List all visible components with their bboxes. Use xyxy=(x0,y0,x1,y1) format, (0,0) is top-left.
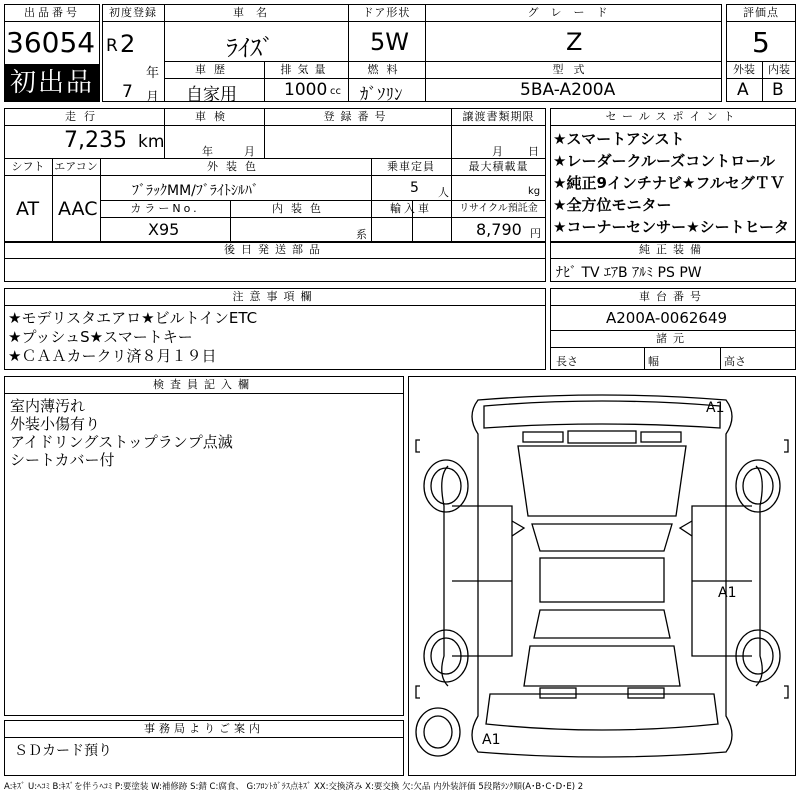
width-label: 幅 xyxy=(648,355,659,368)
sales-point-3: ★純正9インチナビ★フルセグＴＶ xyxy=(553,174,785,192)
door-label: ドア形状 xyxy=(362,6,411,19)
grade-label: グレード xyxy=(527,6,620,19)
door-value: 5W xyxy=(370,28,409,56)
first-listing-badge: 初出品 xyxy=(5,65,99,101)
note-3: ★ＣＡＡカークリ済８月１９日 xyxy=(8,347,217,365)
inspector-remark-1: 室内薄汚れ xyxy=(10,397,86,415)
fuel-label: 燃料 xyxy=(367,63,406,76)
sales-points-label: セールスポイント xyxy=(605,110,741,123)
aircon-value: AAC xyxy=(58,198,98,220)
import-label: 輸入車 xyxy=(390,202,432,215)
exterior-color-value: ﾌﾞﾗｯｸMM/ﾌﾞﾗｲﾄｼﾙﾊﾞ xyxy=(132,183,259,199)
mileage-label: 走行 xyxy=(65,110,103,123)
model-label: 型式 xyxy=(552,63,595,76)
later-parts-label: 後日発送部品 xyxy=(224,243,326,256)
grade-value: Z xyxy=(566,28,583,56)
inspection-label: 車検 xyxy=(195,110,233,123)
equipment-label: 純正装備 xyxy=(639,243,707,256)
name-label: 車名 xyxy=(233,6,279,19)
plate-label: 登録番号 xyxy=(323,110,392,123)
recycle-unit: 円 xyxy=(530,227,541,240)
legend: A:ｷｽﾞ U:ﾍｺﾐ B:ｷｽﾞを伴うﾍｺﾐ P:要塗装 W:補修跡 S:錆 C:腐食、 G:ﾌﾛﾝﾄｶﾞﾗｽ点ｷｽﾞ XX:交換済み X:要交換 欠:欠品 内外装評価 5段階ﾗﾝｸ順(A･B･C･D･E) 2 xyxy=(4,782,584,792)
interior-grade-value: B xyxy=(772,80,784,100)
exterior-color-label: 外装色 xyxy=(207,160,264,173)
equipment-value: ﾅﾋﾞ TV ｴｱB ｱﾙﾐ PS PW xyxy=(556,265,702,281)
exterior-grade-label: 外装 xyxy=(733,63,755,76)
displacement-unit: cc xyxy=(330,86,341,97)
car-diagram xyxy=(408,376,796,776)
history-label: 車歴 xyxy=(195,63,233,76)
reg-era: R xyxy=(106,36,118,56)
lot-label: 出品番号 xyxy=(24,6,80,19)
lot-number: 36054 xyxy=(6,26,96,59)
mileage-unit: km xyxy=(138,132,165,152)
office-label: 事務局よりご案内 xyxy=(144,722,264,735)
reg-month: 7 xyxy=(122,82,133,102)
color-no-label: カラーNo. xyxy=(130,202,200,215)
damage-mark-front: A1 xyxy=(706,400,725,416)
displacement-label: 排気量 xyxy=(280,63,332,76)
color-no-value: X95 xyxy=(148,220,180,239)
mileage-value: 7,235 xyxy=(64,128,127,153)
reg-label: 初度登録 xyxy=(109,6,157,19)
history-value: 自家用 xyxy=(186,85,237,105)
damage-mark-rear: A1 xyxy=(482,732,501,748)
inspection-month-unit: 月 xyxy=(244,145,255,158)
reg-month-unit: 月 xyxy=(146,90,160,105)
capacity-value: 5 xyxy=(410,180,419,196)
damage-mark-right-rear-door: A1 xyxy=(718,585,737,601)
interior-grade-label: 内装 xyxy=(768,63,790,76)
capacity-label: 乗車定員 xyxy=(387,160,435,173)
shift-value: AT xyxy=(16,198,40,220)
exterior-grade-value: A xyxy=(737,80,749,100)
model-value: 5BA-A200A xyxy=(520,80,616,100)
height-label: 高さ xyxy=(724,355,746,368)
note-2: ★プッシュS★スマートキー xyxy=(8,328,193,346)
reg-year: 2 xyxy=(120,30,136,58)
sales-point-2: ★レーダークルーズコントロール xyxy=(553,152,775,170)
sales-point-1: ★スマートアシスト xyxy=(553,130,685,148)
score-value: 5 xyxy=(752,26,770,59)
score-label: 評価点 xyxy=(743,6,779,19)
transfer-day-unit: 日 xyxy=(528,145,539,158)
inspection-year-unit: 年 xyxy=(202,145,213,158)
capacity-unit: 人 xyxy=(438,186,449,199)
sales-point-4: ★全方位モニター xyxy=(553,196,672,214)
inspector-label: 検査員記入欄 xyxy=(153,378,255,391)
transfer-deadline-label: 譲渡書類期限 xyxy=(462,110,535,123)
chassis-value: A200A-0062649 xyxy=(606,309,728,327)
recycle-value: 8,790 xyxy=(476,220,522,239)
aircon-label: エアコン xyxy=(54,160,98,173)
fuel-value: ｶﾞｿﾘﾝ xyxy=(360,85,403,105)
displacement-value: 1000 xyxy=(284,80,328,100)
interior-color-label: 内装色 xyxy=(272,202,329,215)
inspector-remark-3: アイドリングストップランプ点滅 xyxy=(10,433,233,451)
reg-year-unit: 年 xyxy=(146,66,160,81)
sales-point-5: ★コーナーセンサー★シートヒータ xyxy=(553,218,789,236)
chassis-label: 車台番号 xyxy=(639,290,707,303)
notes-label: 注意事項欄 xyxy=(232,290,318,303)
car-name: ﾗｲｽﾞ xyxy=(226,34,274,62)
transfer-month-unit: 月 xyxy=(492,145,503,158)
dimensions-label: 諸元 xyxy=(656,332,690,345)
office-value: ＳＤカード預り xyxy=(14,743,112,759)
length-label: 長さ xyxy=(556,355,578,368)
inspector-remark-2: 外装小傷有り xyxy=(10,415,101,433)
inspector-remark-4: シートカバー付 xyxy=(10,451,115,469)
interior-color-unit: 系 xyxy=(356,228,367,241)
note-1: ★モデリスタエアロ★ビルトインETC xyxy=(8,309,258,327)
recycle-label: リサイクル預託金 xyxy=(459,203,538,214)
max-load-unit: kg xyxy=(528,186,541,197)
shift-label: シフト xyxy=(11,160,45,173)
max-load-label: 最大積載量 xyxy=(468,160,529,173)
